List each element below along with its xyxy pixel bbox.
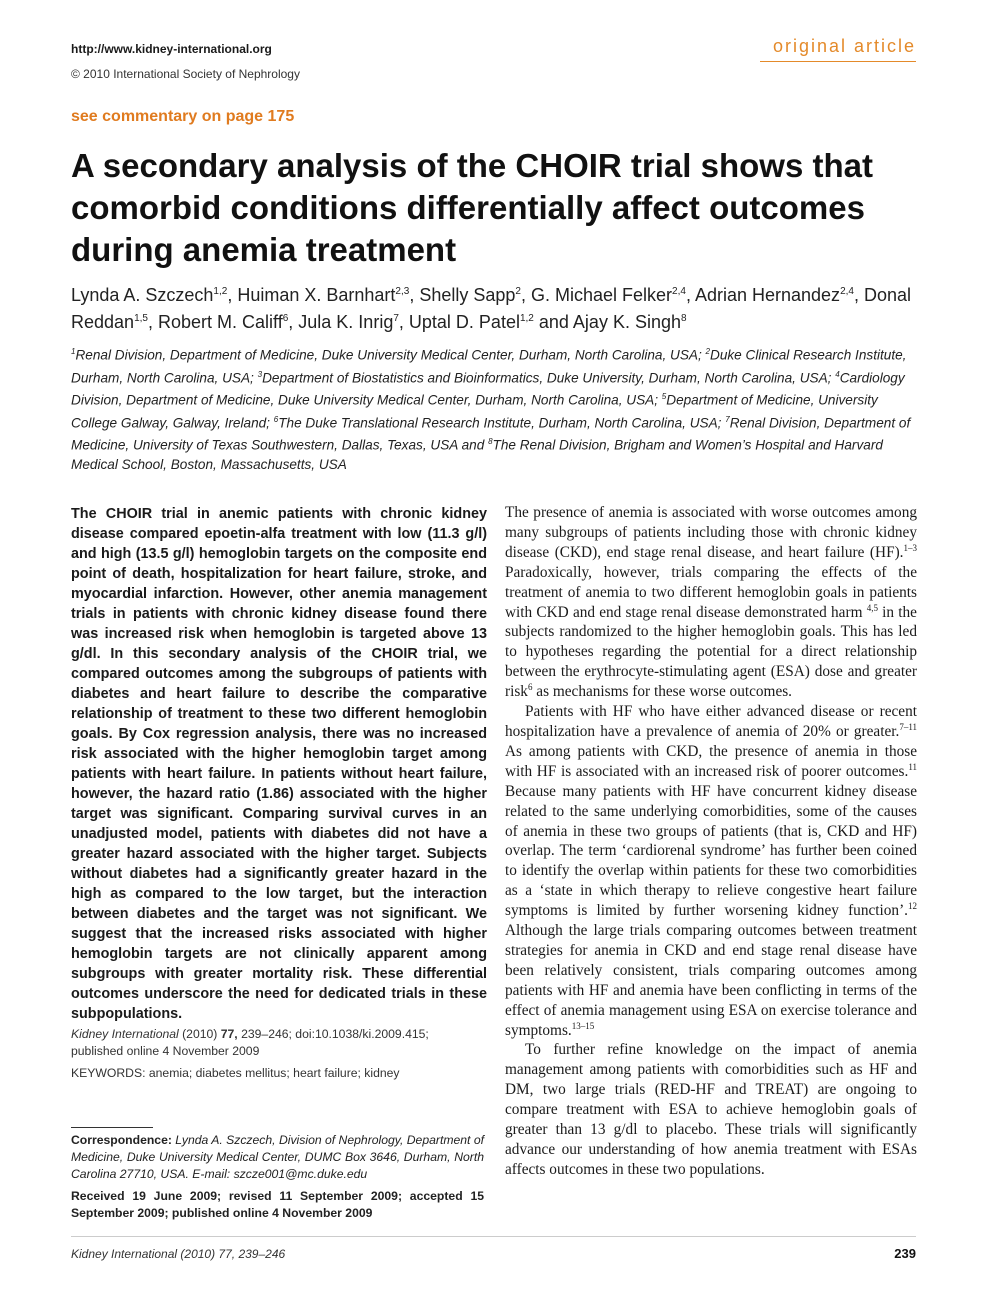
reference-mark: 12 <box>908 901 917 912</box>
correspondence-label: Correspondence: <box>71 1133 172 1147</box>
author-name: Shelly Sapp <box>419 285 516 305</box>
affiliation-text: Duke Clinical Research Institute, Durham, North Carolina, USA; <box>71 347 907 386</box>
article-type: original article <box>772 36 916 56</box>
author-affiliation-mark: 2,4 <box>672 286 686 297</box>
author-name: G. Michael Felker <box>531 285 673 305</box>
citation-volume: 77, <box>220 1027 238 1041</box>
affiliation-text: The Renal Division, Brigham and Women’s Hospital and Harvard Medical School, Boston, Massachusetts, USA <box>71 437 883 472</box>
affiliation-number: 3 <box>257 369 263 379</box>
author-name: Uptal D. Patel <box>408 312 520 332</box>
reference-mark: 6 <box>527 682 533 693</box>
reference-mark: 4,5 <box>866 602 878 613</box>
affiliation-text: The Duke Translational Research Institute, Durham, North Carolina, USA; <box>278 415 726 431</box>
author-affiliation-mark: 1,2 <box>213 286 228 297</box>
author-list <box>71 280 921 334</box>
abstract: The CHOIR trial in anemic patients with chronic kidney disease compared epoetin-alfa treatment with low (11.3 g/l) and high (13.5 g/l) hemoglobin targets on the composite end point of death, hospitalization for heart failure, stroke, and myocardial infarction. However, other anemia management trials in patients with chronic kidney disease found there was increased risk when hemoglobin is targeted above 13 g/dl. In this secondary analysis of the CHOIR trial, we compared outcomes among the subgroups of patients with diabetes and heart failure to describe the comparative relationship of treatment to these two different hemoglobin goals. By Cox regression analysis, there was no increased risk associated with the higher hemoglobin target among patients with heart failure. In patients without heart failure, however, the hazard ratio (1.86) associated with the higher target was significant. Comparing survival curves in an unadjusted model, patients with diabetes did not have a greater hazard associated with the higher target. Subjects without diabetes had a significantly greater hazard in the high as compared to the low target, but the interaction between diabetes and the target was not significant. We suggest that the increased risks associated with higher hemoglobin targets are not clinically apparent among subgroups with greater mortality risk. These differential outcomes underscore the need for dedicated trials in these subpopulations. <box>71 506 487 1022</box>
author-separator: , <box>685 285 695 305</box>
author-affiliation-mark: 7 <box>393 313 399 324</box>
author-separator: , <box>398 312 409 332</box>
body-text-run: in the subjects randomized to the higher hemoglobin goals. This has led to hypotheses regarding the potential for a direct relationship between the erythrocyte-stimulating agent (ESA) dose and greater risk <box>505 603 917 701</box>
affiliation-text: Department of Medicine, University College Galway, Galway, Ireland; <box>71 392 878 431</box>
body-text-run: To further refine knowledge on the impact of anemia management among patients with comorbidities such as HF and DM, two large trials (RED-HF and TREAT) are ongoing to compare treatment with ESA to achieve hemoglobin goals of greater than 13 g/dl to placebo. These trials will significantly advance our understanding of how anemia treatment with ESAs affects outcomes in these two populations. <box>505 1041 917 1178</box>
affiliation-number: 2 <box>705 347 710 356</box>
author-separator: , <box>409 285 420 305</box>
author-separator: , <box>227 285 238 305</box>
author-separator: , <box>853 285 864 305</box>
correspondence-text: Lynda A. Szczech, Division of Nephrology, Department of Medicine, Duke University Medical Center, DUMC Box 3646, Durham, North Carolina 27710, USA. E-mail: szcze001@mc.duke.edu <box>71 1133 484 1181</box>
correspondence <box>71 1132 484 1183</box>
author-affiliation-mark: 8 <box>680 313 687 324</box>
reference-mark: 13–15 <box>571 1020 595 1031</box>
affiliation-number: 1 <box>71 347 76 356</box>
body-text-run: Paradoxically, however, trials comparing the effects of the treatment of anemia to two different hemoglobin goals in patients with CKD and end stage renal disease demonstrated harm <box>505 563 917 621</box>
affiliation-text: Renal Division, Department of Medicine, University of Texas Southwestern, Dallas, Texas, USA and <box>71 415 911 453</box>
citation-published: published online 4 November 2009 <box>71 1044 260 1058</box>
affiliation-number: 4 <box>835 369 840 379</box>
affiliation-number: 5 <box>661 392 667 402</box>
author-name: Robert M. Califf <box>157 312 283 332</box>
body-text-run: Although the large trials comparing outcomes between treatment strategies for anemia in CKD and end stage renal disease have been relatively consistent, trials comparing outcomes among patients with HF and anemia have been conflicting in terms of the effect of anemia management using ESA on exercise tolerance and symptoms. <box>505 922 917 1039</box>
affiliations <box>71 342 923 474</box>
author-affiliation-mark: 2,4 <box>840 286 854 297</box>
header-rule <box>760 61 916 62</box>
author-affiliation-mark: 1,2 <box>519 313 534 324</box>
reference-mark: 7–11 <box>899 721 917 732</box>
body-column <box>505 503 917 1180</box>
article-title: A secondary analysis of the CHOIR trial shows that comorbid conditions differentially affect outcomes during anemia treatment <box>71 147 873 268</box>
citation-year: (2010) <box>178 1027 221 1041</box>
body-paragraph <box>505 1040 917 1179</box>
keywords: KEYWORDS: anemia; diabetes mellitus; heart failure; kidney <box>71 1066 400 1080</box>
body-text-run: Because many patients with HF have concurrent kidney disease related to the same underlying comorbidities, some of the causes of anemia in these two groups of patients (that is, CKD and HF) overlap. The term ‘cardiorenal syndrome’ has further been coined to identify the overlap within patients for these two comorbidities as a ‘state in which therapy to relieve congestive heart failure symptoms is limited by further worsening kidney function’. <box>505 782 917 920</box>
author-name: Donal Reddan <box>71 285 912 332</box>
affiliation-number: 6 <box>273 414 279 424</box>
commentary-link[interactable]: see commentary on page 175 <box>71 108 295 125</box>
correspondence-rule <box>71 1127 153 1128</box>
author-separator: , <box>288 312 299 332</box>
citation-doi[interactable]: 239–246; doi:10.1038/ki.2009.415; <box>237 1027 429 1041</box>
affiliation-text: Renal Division, Department of Medicine, Duke University Medical Center, Durham, North Carolina, USA; <box>75 347 706 363</box>
author-affiliation-mark: 1,5 <box>134 313 148 324</box>
body-text-run: The presence of anemia is associated with worse outcomes among many subgroups of patients including those with chronic kidney disease (CKD), end stage renal disease, and heart failure (HF). <box>505 504 917 561</box>
author-separator: , <box>520 285 531 305</box>
author-affiliation-mark: 2,3 <box>395 286 410 297</box>
copyright: © 2010 International Society of Nephrology <box>71 67 300 81</box>
author-name: Jula K. Inrig <box>298 312 394 332</box>
reference-mark: 11 <box>908 761 917 772</box>
author-separator: and <box>533 312 573 332</box>
footer-citation: Kidney International (2010) 77, 239–246 <box>71 1247 286 1261</box>
author-separator: , <box>147 312 158 332</box>
received-dates: Received 19 June 2009; revised 11 September 2009; accepted 15 September 2009; published online 4 November 2009 <box>71 1189 484 1220</box>
author-name: Adrian Hernandez <box>694 285 841 305</box>
body-paragraph <box>505 503 917 702</box>
body-text-run: as mechanisms for these worse outcomes. <box>532 683 793 701</box>
body-text-run: Patients with HF who have either advanced disease or recent hospitalization have a prevalence of anemia of 20% or greater. <box>505 703 917 740</box>
affiliation-text: Department of Biostatistics and Bioinformatics, Duke University, Durham, North Carolina, USA; <box>262 370 836 386</box>
author-affiliation-mark: 6 <box>282 313 289 324</box>
page-number: 239 <box>894 1246 916 1261</box>
body-text-run: As among patients with CKD, the presence of anemia in those with HF is associated with an increased risk of poorer outcomes. <box>505 742 917 780</box>
affiliation-text: Cardiology Division, Department of Medicine, Duke University Medical Center, Durham, North Carolina, USA; <box>71 370 905 408</box>
author-affiliation-mark: 2 <box>515 286 521 297</box>
author-name: Ajay K. Singh <box>572 312 681 332</box>
author-name: Huiman X. Barnhart <box>237 285 396 305</box>
journal-url[interactable]: http://www.kidney-international.org <box>71 42 272 56</box>
author-name: Lynda A. Szczech <box>71 285 214 305</box>
affiliation-number: 7 <box>725 414 730 424</box>
reference-mark: 1–3 <box>903 542 917 553</box>
citation-journal: Kidney International <box>71 1027 179 1041</box>
body-paragraph <box>505 702 917 1040</box>
footer-rule <box>71 1236 916 1237</box>
citation <box>71 1026 487 1060</box>
affiliation-number: 8 <box>488 437 493 447</box>
